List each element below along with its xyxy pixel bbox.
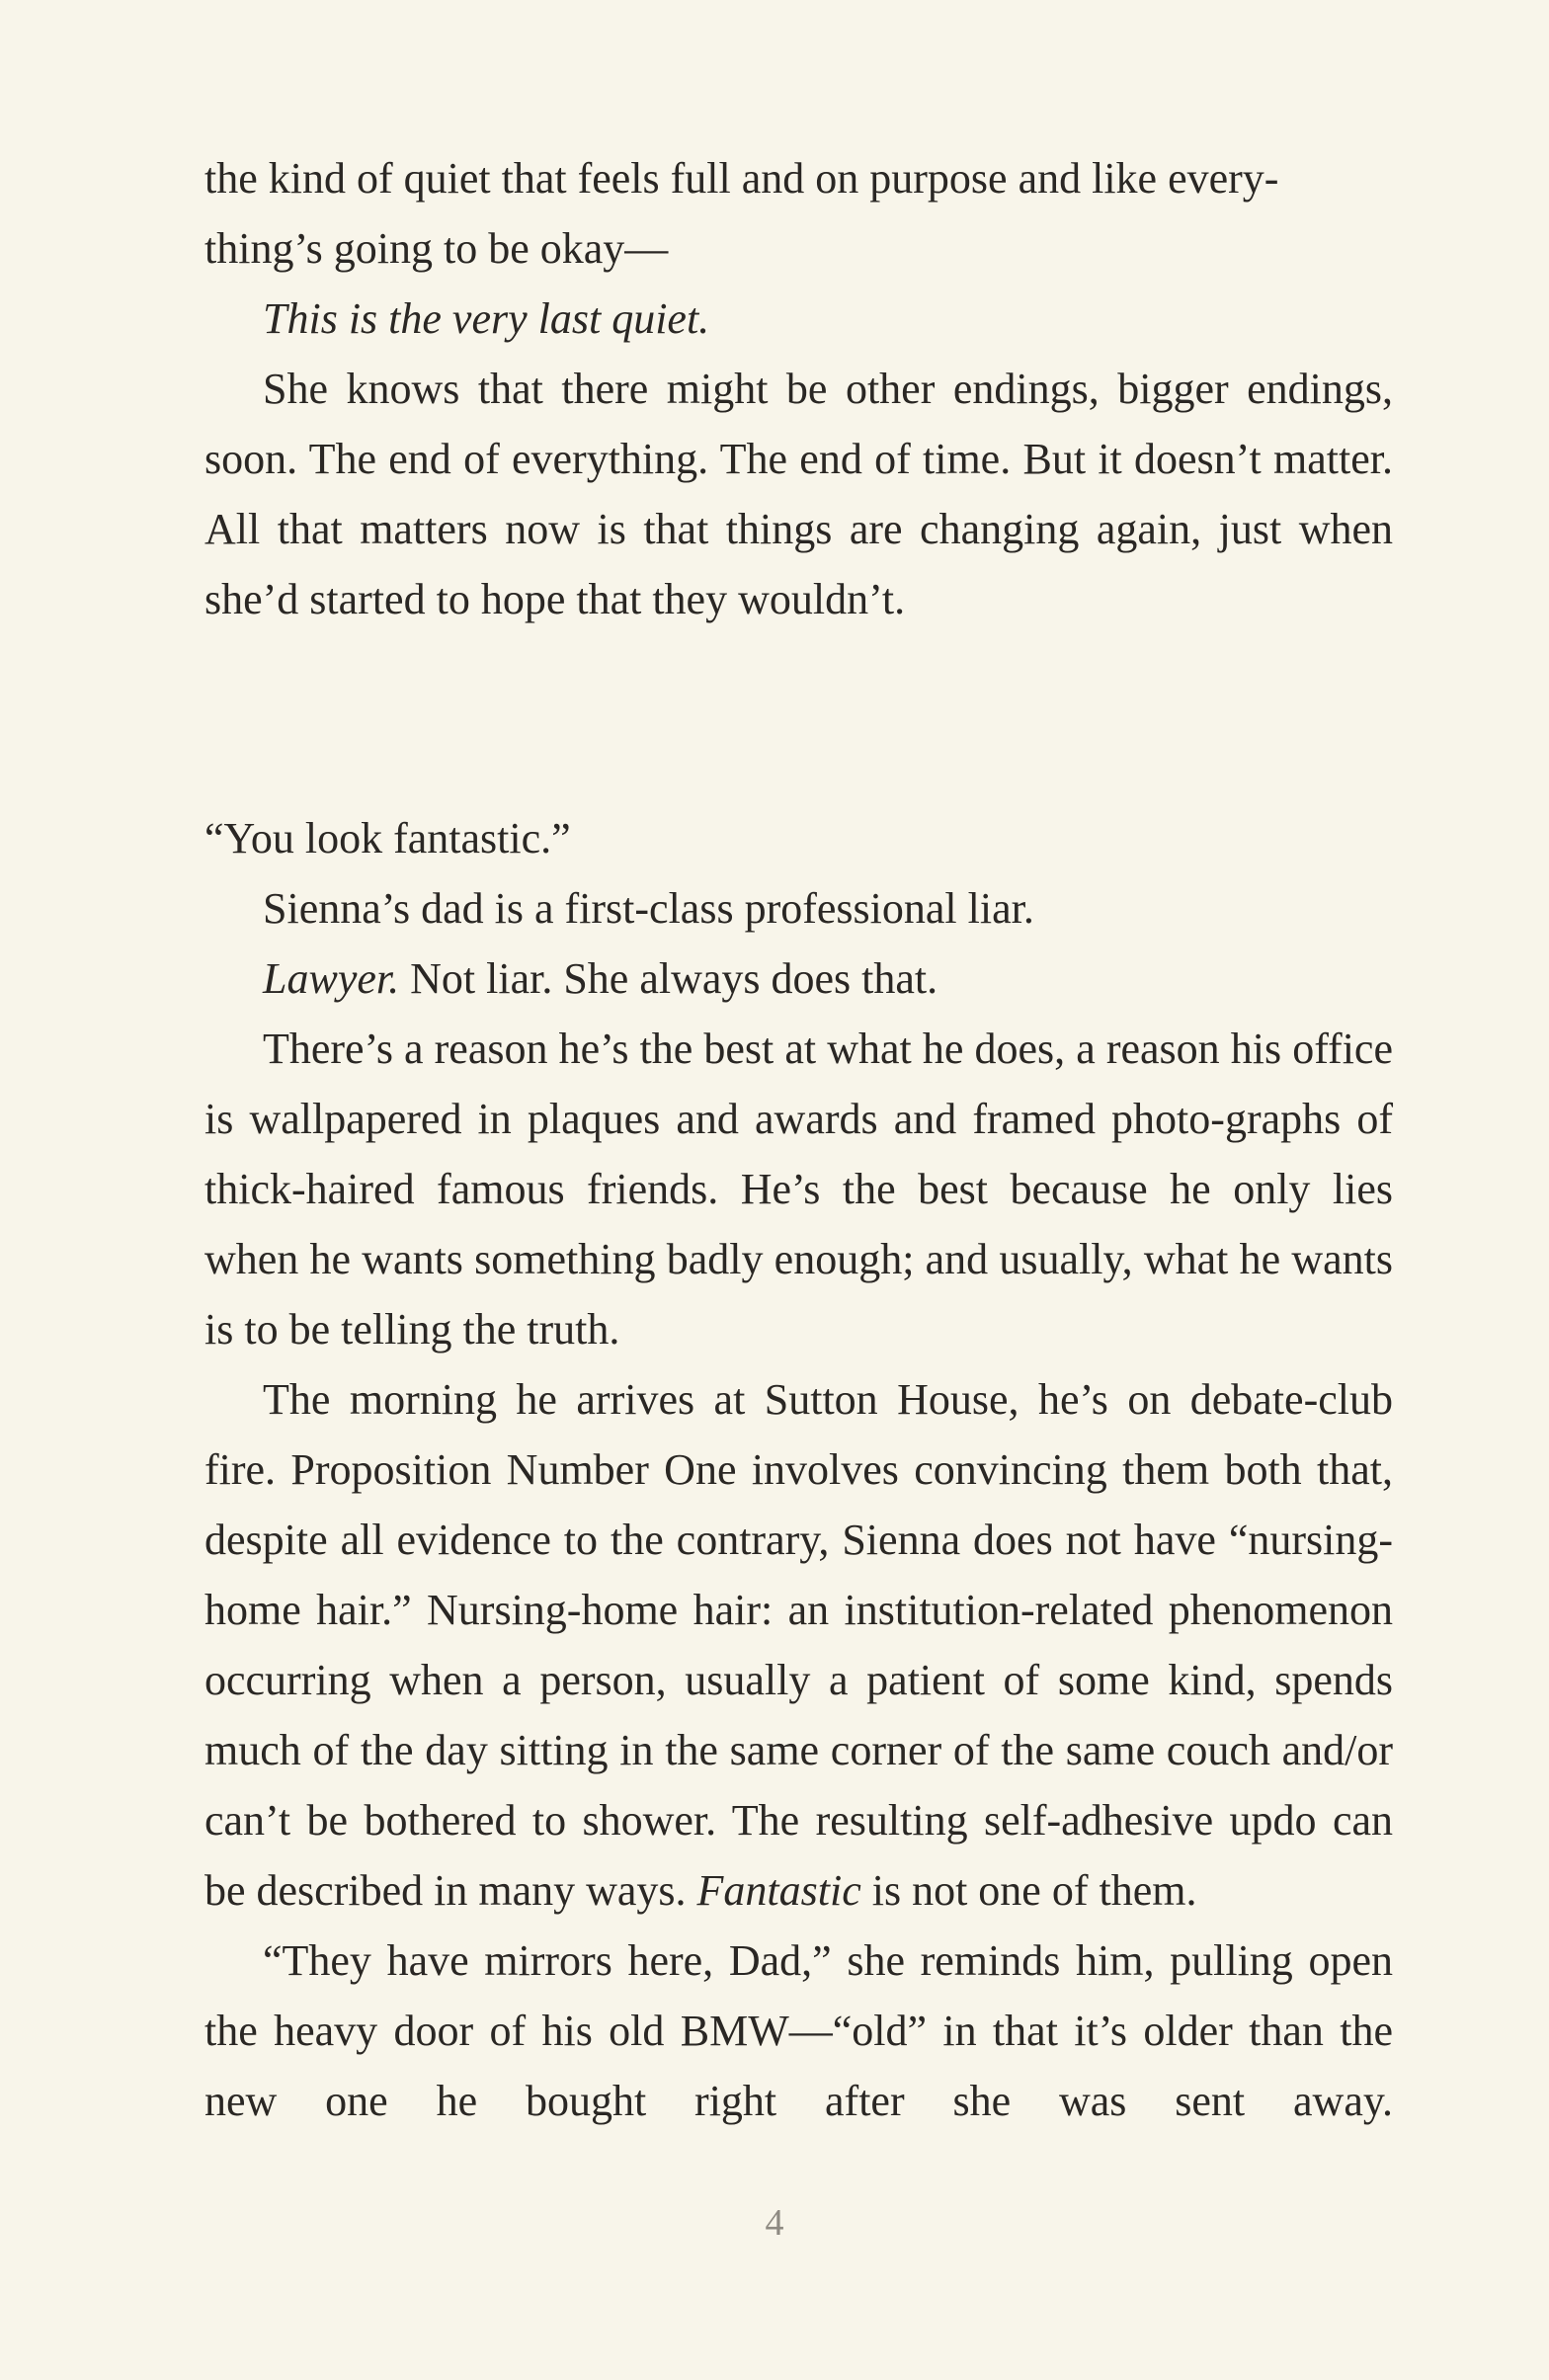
text-section-one bbox=[204, 143, 1393, 634]
morning-text-1: The morning he arrives at Sutton House, he’s on debate-club fire. Proposition Number One involves convincing them both that, despite all evidence to the contrary, Sienna does not have “nursing-home hair.” Nursing-home hair: an institution-related phenomenon occurring when a person, usually a patient of some kind, spends much of the day sitting in the same corner of the same couch and/or can’t be bothered to shower. The resulting self-adhesive updo can be described in many ways. bbox=[204, 1375, 1393, 1915]
paragraph-reason: There’s a reason he’s the best at what he does, a reason his office is wallpapered in plaques and awards and framed photo-graphs of thick-haired famous friends. He’s the best because he only lies when he wants something badly enough; and usually, what he wants is to be telling the truth. bbox=[204, 1025, 1393, 1354]
paragraph-mirrors: “They have mirrors here, Dad,” she reminds him, pulling open the heavy door of his old BMW—“old” in that it’s older than the new one he bought right after she was sent away. bbox=[204, 1936, 1393, 2125]
italic-fantastic: Fantastic bbox=[696, 1866, 861, 1915]
paragraph-you-look-fantastic: “You look fantastic.” bbox=[204, 814, 571, 862]
line-1: the kind of quiet that feels full and on purpose and like every- bbox=[204, 154, 1279, 203]
paragraph-endings: She knows that there might be other endings, bigger endings, soon. The end of everything. The end of time. But it doesn’t matter. All that matters now is that things are changing again, just when she’d started to hope that they wouldn’t. bbox=[204, 365, 1393, 623]
text-section-two bbox=[204, 803, 1393, 2136]
page-number: 4 bbox=[765, 2202, 784, 2244]
lawyer-rest: Not liar. She always does that. bbox=[399, 954, 938, 1003]
paragraph-liar: Sienna’s dad is a first-class professional liar. bbox=[263, 884, 1034, 933]
paragraph-morning bbox=[204, 1364, 1393, 1926]
italic-text: This is the very last quiet. bbox=[263, 294, 710, 343]
line-2: thing’s going to be okay— bbox=[204, 224, 669, 273]
paragraph-continued bbox=[204, 143, 1393, 284]
italic-lawyer: Lawyer. bbox=[263, 954, 400, 1003]
paragraph-italic-quiet bbox=[204, 284, 1393, 354]
morning-text-2: is not one of them. bbox=[860, 1866, 1197, 1915]
paragraph-lawyer bbox=[204, 944, 1393, 1014]
